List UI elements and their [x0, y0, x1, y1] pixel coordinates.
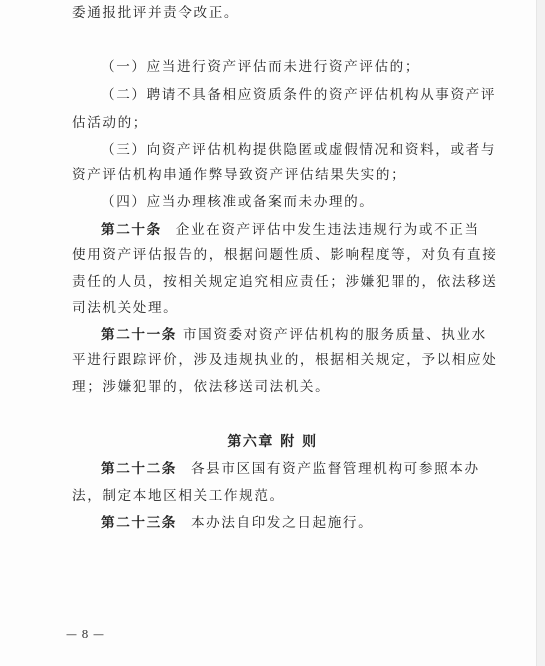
text-line: 估活动的；	[72, 115, 148, 131]
text-line: （三）向资产评估机构提供隐匿或虚假情况和资料，或者与	[101, 142, 497, 158]
text-line: 使用资产评估报告的，根据问题性质、影响程度等，对负有直接	[72, 247, 498, 263]
article-22-first-line	[101, 460, 480, 478]
text-line: 企业在资产评估中发生违法违规行为或不正当	[175, 222, 480, 238]
page-edge	[536, 0, 545, 666]
text-line: 资产评估机构串通作弊导致资产评估结果失实的；	[72, 167, 407, 183]
article-22-heading: 第二十二条	[101, 461, 177, 477]
chapter-title: 第六章 附 则	[227, 434, 318, 450]
text-line: 各县市区国有资产监督管理机构可参照本办	[190, 461, 480, 477]
text-line: 责任的人员，按相关规定追究相应责任；涉嫌犯罪的，依法移送	[72, 274, 498, 290]
text-line: （四）应当办理核准或备案而未办理的。	[101, 194, 375, 210]
article-21-heading: 第二十一条	[101, 327, 177, 343]
article-20-first-line	[101, 221, 480, 239]
text-line: 司法机关处理。	[72, 300, 179, 316]
article-23-heading: 第二十三条	[101, 515, 177, 531]
article-21-first-line	[101, 326, 487, 344]
page-number: — 8 —	[66, 628, 105, 641]
text-line: 委通报批评并责令改正。	[72, 5, 240, 21]
text-line: （一）应当进行资产评估而未进行资产评估的；	[101, 59, 421, 75]
text-line: （二）聘请不具备相应资质条件的资产评估机构从事资产评	[101, 87, 497, 103]
text-line: 法，制定本地区相关工作规范。	[72, 488, 285, 504]
text-line: 理；涉嫌犯罪的，依法移送司法机关。	[72, 379, 331, 395]
article-23-line	[101, 514, 373, 532]
text-line: 平进行跟踪评价，涉及违规执业的，根据相关规定，予以相应处	[72, 352, 498, 368]
text-line: 市国资委对资产评估机构的服务质量、执业水	[182, 327, 487, 343]
text-line: 本办法自印发之日起施行。	[190, 515, 374, 531]
article-20-heading: 第二十条	[101, 222, 162, 238]
